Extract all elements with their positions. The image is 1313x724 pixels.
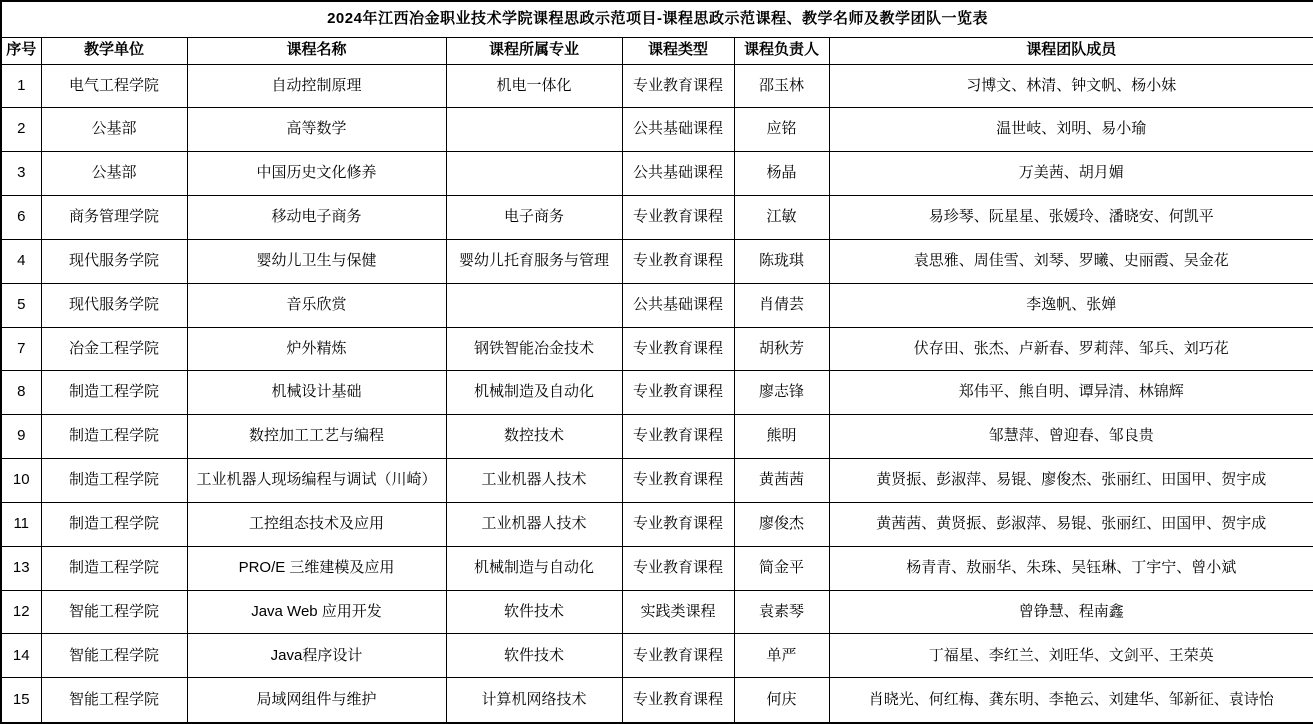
cell-leader: 简金平 bbox=[734, 546, 829, 590]
cell-major bbox=[446, 283, 622, 327]
column-header-major: 课程所属专业 bbox=[446, 37, 622, 64]
cell-major bbox=[446, 108, 622, 152]
cell-major: 机械制造及自动化 bbox=[446, 371, 622, 415]
cell-leader: 应铭 bbox=[734, 108, 829, 152]
cell-type: 公共基础课程 bbox=[622, 283, 734, 327]
cell-major bbox=[446, 152, 622, 196]
cell-leader: 熊明 bbox=[734, 415, 829, 459]
cell-course: 工控组态技术及应用 bbox=[187, 502, 446, 546]
cell-major: 工业机器人技术 bbox=[446, 459, 622, 503]
cell-unit: 公基部 bbox=[41, 152, 187, 196]
cell-type: 实践类课程 bbox=[622, 590, 734, 634]
cell-seq: 7 bbox=[1, 327, 41, 371]
table-row bbox=[1, 64, 1313, 108]
cell-unit: 智能工程学院 bbox=[41, 590, 187, 634]
table-row bbox=[1, 371, 1313, 415]
cell-course: 婴幼儿卫生与保健 bbox=[187, 239, 446, 283]
table-row bbox=[1, 678, 1313, 723]
cell-members: 温世岐、刘明、易小瑜 bbox=[829, 108, 1313, 152]
cell-course: 局域网组件与维护 bbox=[187, 678, 446, 723]
cell-members: 黄贤振、彭淑萍、易锟、廖俊杰、张丽红、田国甲、贺宇成 bbox=[829, 459, 1313, 503]
cell-course: 高等数学 bbox=[187, 108, 446, 152]
cell-course: 工业机器人现场编程与调试（川崎） bbox=[187, 459, 446, 503]
cell-course: Java程序设计 bbox=[187, 634, 446, 678]
header-row bbox=[1, 37, 1313, 64]
cell-unit: 制造工程学院 bbox=[41, 502, 187, 546]
cell-major: 工业机器人技术 bbox=[446, 502, 622, 546]
cell-type: 专业教育课程 bbox=[622, 546, 734, 590]
cell-leader: 廖志锋 bbox=[734, 371, 829, 415]
cell-seq: 9 bbox=[1, 415, 41, 459]
cell-unit: 现代服务学院 bbox=[41, 283, 187, 327]
cell-members: 万美茜、胡月媚 bbox=[829, 152, 1313, 196]
cell-major: 数控技术 bbox=[446, 415, 622, 459]
cell-members: 习博文、林清、钟文帆、杨小妹 bbox=[829, 64, 1313, 108]
cell-seq: 5 bbox=[1, 283, 41, 327]
column-header-leader: 课程负责人 bbox=[734, 37, 829, 64]
cell-seq: 8 bbox=[1, 371, 41, 415]
cell-leader: 杨晶 bbox=[734, 152, 829, 196]
table-row bbox=[1, 634, 1313, 678]
cell-type: 专业教育课程 bbox=[622, 502, 734, 546]
cell-unit: 现代服务学院 bbox=[41, 239, 187, 283]
title-row bbox=[1, 1, 1313, 37]
cell-major: 钢铁智能冶金技术 bbox=[446, 327, 622, 371]
column-header-type: 课程类型 bbox=[622, 37, 734, 64]
table-row bbox=[1, 502, 1313, 546]
table-body bbox=[1, 64, 1313, 723]
cell-leader: 肖倩芸 bbox=[734, 283, 829, 327]
cell-course: 数控加工工艺与编程 bbox=[187, 415, 446, 459]
table-row bbox=[1, 415, 1313, 459]
cell-course: 炉外精炼 bbox=[187, 327, 446, 371]
table-row bbox=[1, 108, 1313, 152]
cell-members: 袁思雅、周佳雪、刘琴、罗曦、史丽霞、吴金花 bbox=[829, 239, 1313, 283]
cell-major: 机械制造与自动化 bbox=[446, 546, 622, 590]
table-row bbox=[1, 152, 1313, 196]
cell-seq: 2 bbox=[1, 108, 41, 152]
cell-major: 机电一体化 bbox=[446, 64, 622, 108]
cell-seq: 1 bbox=[1, 64, 41, 108]
cell-seq: 15 bbox=[1, 678, 41, 723]
table-row bbox=[1, 196, 1313, 240]
cell-type: 公共基础课程 bbox=[622, 108, 734, 152]
cell-seq: 3 bbox=[1, 152, 41, 196]
column-header-members: 课程团队成员 bbox=[829, 37, 1313, 64]
cell-seq: 6 bbox=[1, 196, 41, 240]
cell-major: 电子商务 bbox=[446, 196, 622, 240]
cell-unit: 制造工程学院 bbox=[41, 371, 187, 415]
cell-seq: 11 bbox=[1, 502, 41, 546]
cell-type: 专业教育课程 bbox=[622, 327, 734, 371]
cell-unit: 公基部 bbox=[41, 108, 187, 152]
cell-course: 机械设计基础 bbox=[187, 371, 446, 415]
cell-course: 音乐欣赏 bbox=[187, 283, 446, 327]
cell-unit: 冶金工程学院 bbox=[41, 327, 187, 371]
cell-leader: 何庆 bbox=[734, 678, 829, 723]
cell-leader: 单严 bbox=[734, 634, 829, 678]
cell-type: 专业教育课程 bbox=[622, 634, 734, 678]
cell-type: 专业教育课程 bbox=[622, 678, 734, 723]
table-row bbox=[1, 459, 1313, 503]
cell-seq: 10 bbox=[1, 459, 41, 503]
column-header-course: 课程名称 bbox=[187, 37, 446, 64]
cell-members: 曾铮慧、程南鑫 bbox=[829, 590, 1313, 634]
table-row bbox=[1, 590, 1313, 634]
cell-seq: 14 bbox=[1, 634, 41, 678]
cell-unit: 制造工程学院 bbox=[41, 415, 187, 459]
table-row bbox=[1, 283, 1313, 327]
cell-leader: 邵玉林 bbox=[734, 64, 829, 108]
cell-unit: 制造工程学院 bbox=[41, 546, 187, 590]
cell-members: 邹慧萍、曾迎春、邹良贵 bbox=[829, 415, 1313, 459]
cell-unit: 智能工程学院 bbox=[41, 678, 187, 723]
cell-members: 黄茜茜、黄贤振、彭淑萍、易锟、张丽红、田国甲、贺宇成 bbox=[829, 502, 1313, 546]
cell-members: 丁福星、李红兰、刘旺华、文剑平、王荣英 bbox=[829, 634, 1313, 678]
cell-course: 自动控制原理 bbox=[187, 64, 446, 108]
cell-leader: 廖俊杰 bbox=[734, 502, 829, 546]
cell-seq: 12 bbox=[1, 590, 41, 634]
cell-members: 易珍琴、阮星星、张媛玲、潘晓安、何凯平 bbox=[829, 196, 1313, 240]
cell-type: 专业教育课程 bbox=[622, 415, 734, 459]
cell-type: 公共基础课程 bbox=[622, 152, 734, 196]
cell-type: 专业教育课程 bbox=[622, 371, 734, 415]
cell-course: PRO/E 三维建模及应用 bbox=[187, 546, 446, 590]
cell-seq: 4 bbox=[1, 239, 41, 283]
cell-members: 杨青青、敖丽华、朱珠、吴钰琳、丁宇宁、曾小斌 bbox=[829, 546, 1313, 590]
cell-leader: 江敏 bbox=[734, 196, 829, 240]
cell-major: 婴幼儿托育服务与管理 bbox=[446, 239, 622, 283]
table-row bbox=[1, 546, 1313, 590]
cell-members: 伏存田、张杰、卢新春、罗莉萍、邹兵、刘巧花 bbox=[829, 327, 1313, 371]
table-row bbox=[1, 239, 1313, 283]
cell-course: 移动电子商务 bbox=[187, 196, 446, 240]
cell-major: 软件技术 bbox=[446, 590, 622, 634]
page-title: 2024年江西冶金职业技术学院课程思政示范项目-课程思政示范课程、教学名师及教学团队一览表 bbox=[1, 1, 1313, 37]
cell-leader: 黄茜茜 bbox=[734, 459, 829, 503]
cell-members: 李逸帆、张婵 bbox=[829, 283, 1313, 327]
cell-course: 中国历史文化修养 bbox=[187, 152, 446, 196]
cell-major: 计算机网络技术 bbox=[446, 678, 622, 723]
table-row bbox=[1, 327, 1313, 371]
cell-course: Java Web 应用开发 bbox=[187, 590, 446, 634]
column-header-seq: 序号 bbox=[1, 37, 41, 64]
cell-type: 专业教育课程 bbox=[622, 196, 734, 240]
cell-leader: 胡秋芳 bbox=[734, 327, 829, 371]
cell-unit: 智能工程学院 bbox=[41, 634, 187, 678]
column-header-unit: 教学单位 bbox=[41, 37, 187, 64]
cell-members: 郑伟平、熊自明、谭异清、林锦辉 bbox=[829, 371, 1313, 415]
cell-type: 专业教育课程 bbox=[622, 64, 734, 108]
cell-leader: 陈珑琪 bbox=[734, 239, 829, 283]
cell-unit: 商务管理学院 bbox=[41, 196, 187, 240]
cell-leader: 袁素琴 bbox=[734, 590, 829, 634]
cell-type: 专业教育课程 bbox=[622, 239, 734, 283]
cell-members: 肖晓光、何红梅、龚东明、李艳云、刘建华、邹新征、袁诗怡 bbox=[829, 678, 1313, 723]
cell-major: 软件技术 bbox=[446, 634, 622, 678]
cell-type: 专业教育课程 bbox=[622, 459, 734, 503]
cell-seq: 13 bbox=[1, 546, 41, 590]
cell-unit: 电气工程学院 bbox=[41, 64, 187, 108]
cell-unit: 制造工程学院 bbox=[41, 459, 187, 503]
